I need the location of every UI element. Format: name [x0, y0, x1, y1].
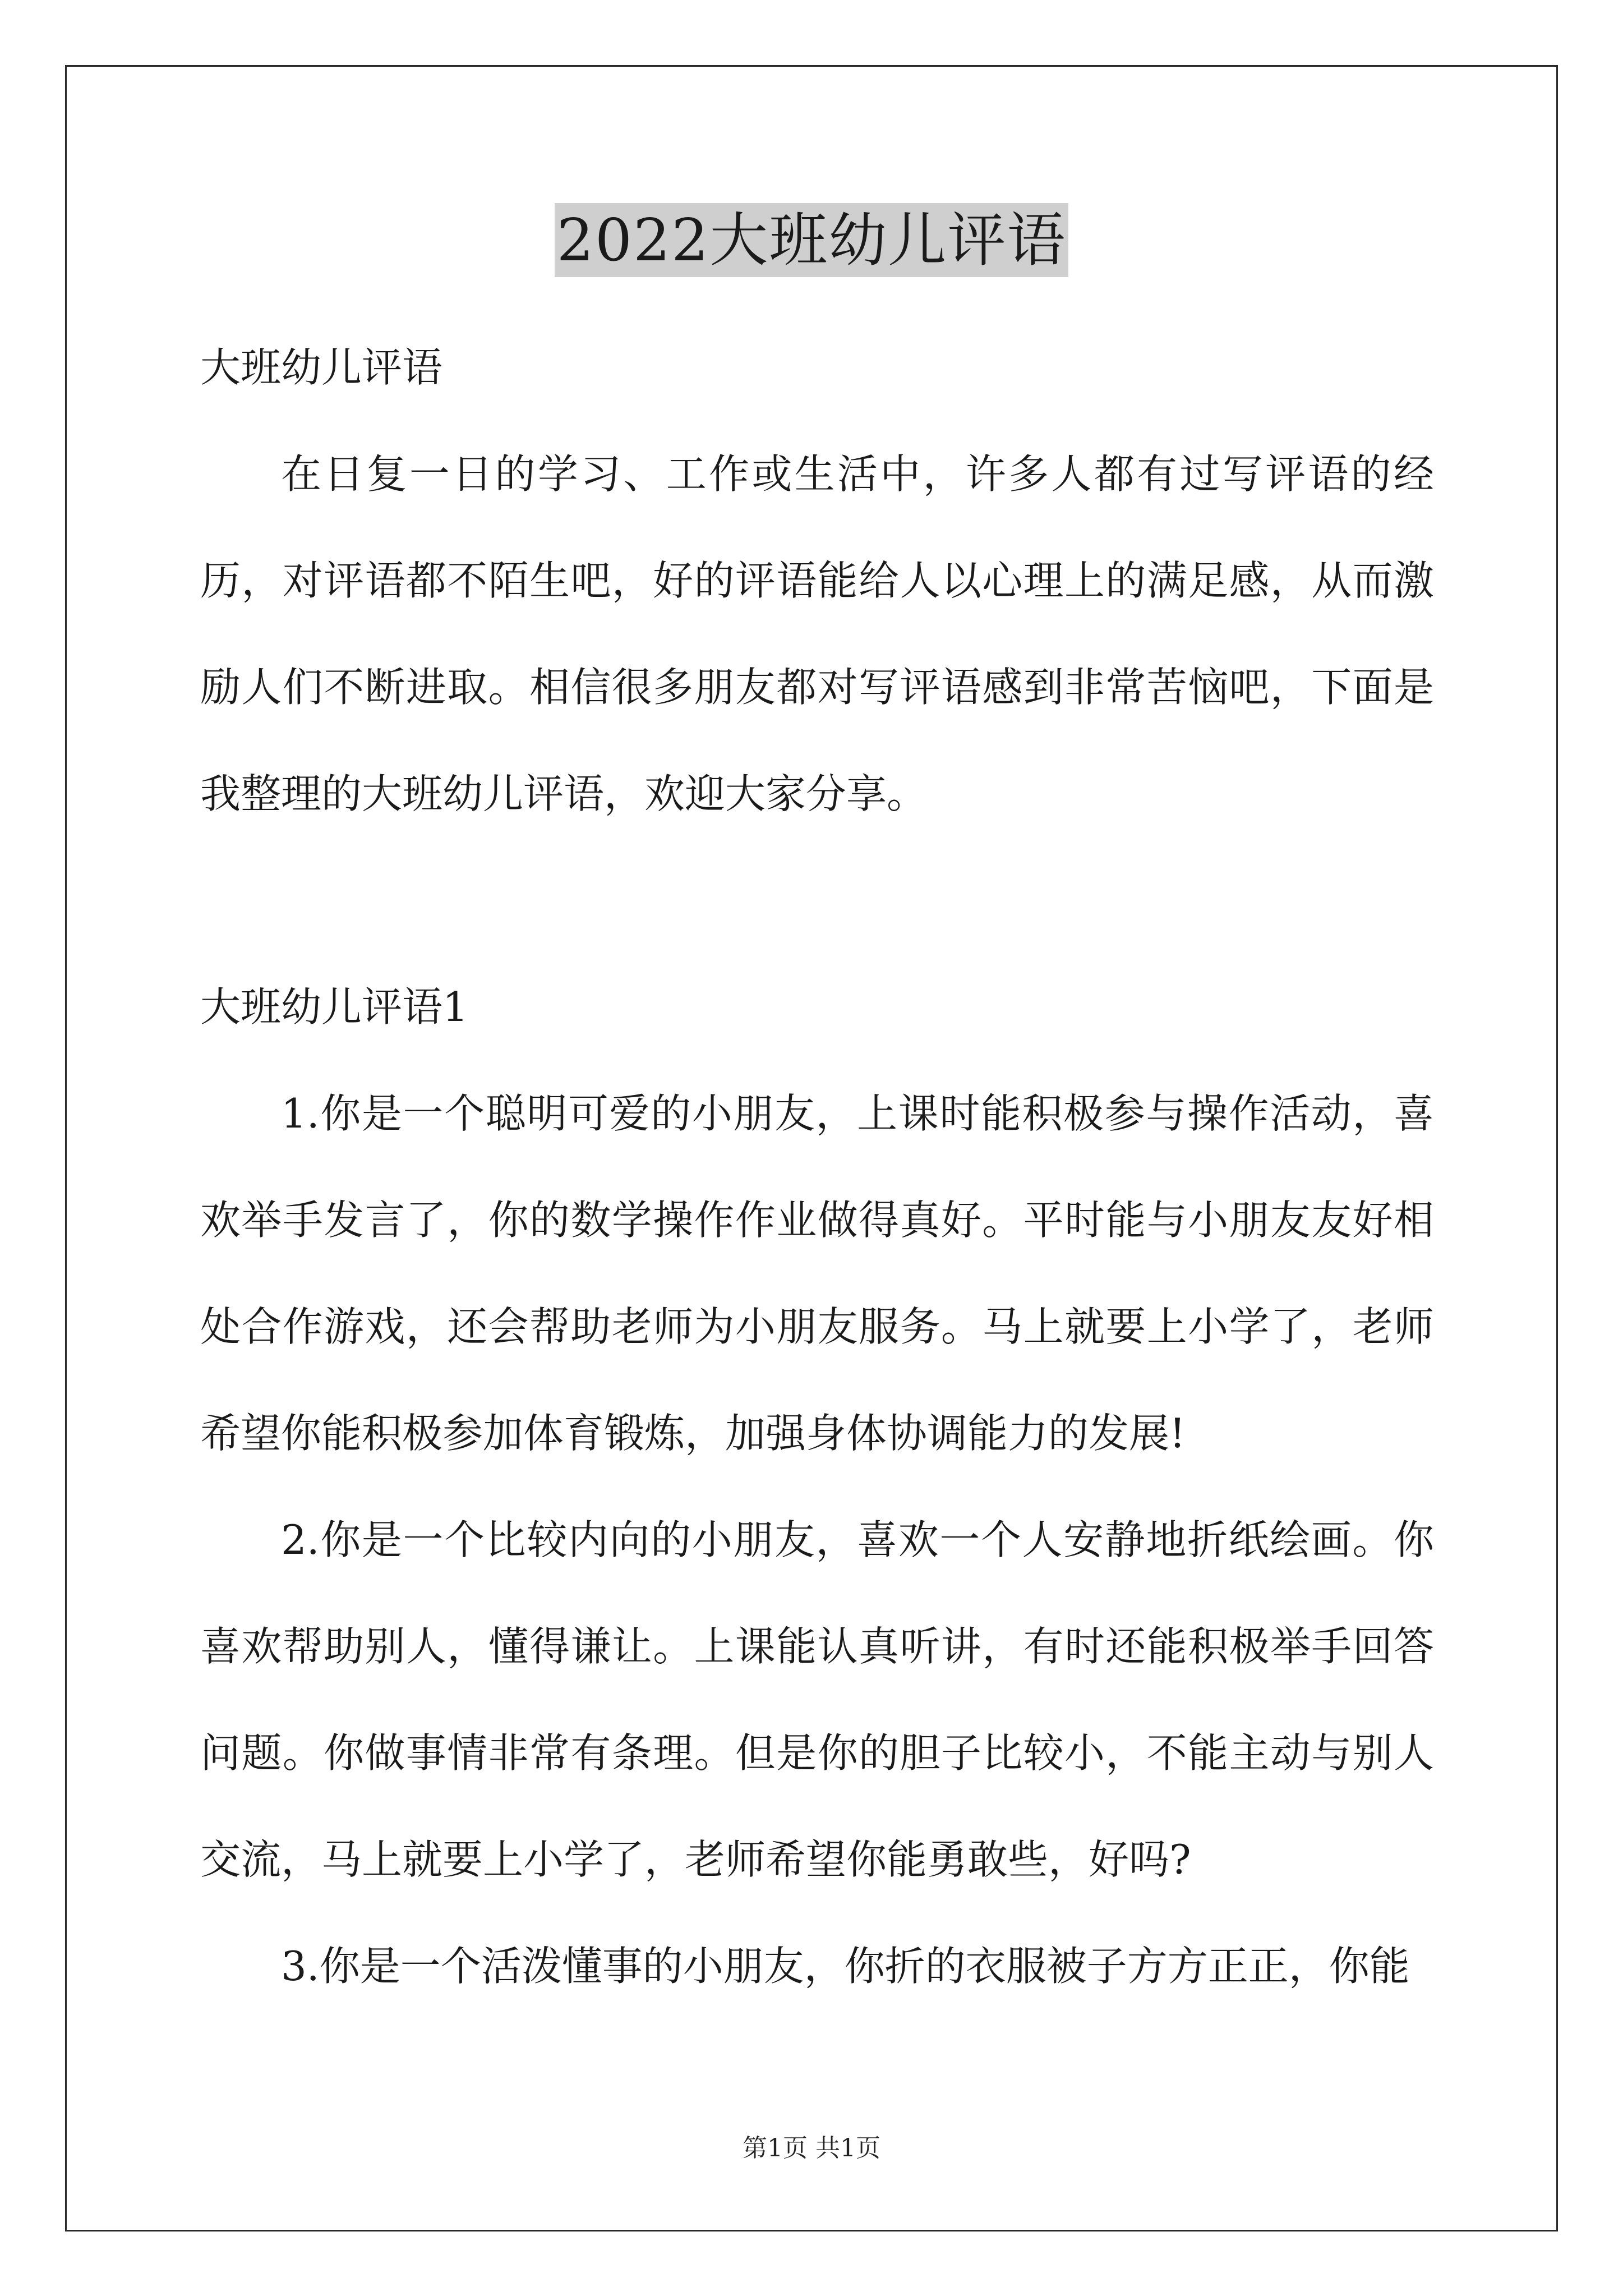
title-wrapper	[0, 203, 1623, 277]
comment-item-1: 1.你是一个聪明可爱的小朋友，上课时能积极参与操作活动，喜欢举手发言了，你的数学操作作业做得真好。平时能与小朋友友好相处合作游戏，还会帮助老师为小朋友服务。马上就要上小学了，老师希望你能积极参加体育锻炼，加强身体协调能力的发展!	[200, 1090, 1434, 1457]
paragraph-gap	[200, 847, 1434, 954]
page-footer: 第1页 共1页	[743, 2134, 880, 2162]
intro-paragraph: 在日复一日的学习、工作或生活中，许多人都有过写评语的经历，对评语都不陌生吧，好的评语能给人以心理上的满足感，从而激励人们不断进取。相信很多朋友都对写评语感到非常苦恼吧，下面是我整理的大班幼儿评语，欢迎大家分享。	[200, 450, 1434, 817]
subtitle: 大班幼儿评语	[200, 344, 443, 391]
section-heading: 大班幼儿评语1	[200, 983, 468, 1030]
comment-item-3: 3.你是一个活泼懂事的小朋友，你折的衣服被子方方正正，你能	[281, 1943, 1410, 1990]
comment-item-2: 2.你是一个比较内向的小朋友，喜欢一个人安静地折纸绘画。你喜欢帮助别人，懂得谦让。上课能认真听讲，有时还能积极举手回答问题。你做事情非常有条理。但是你的胆子比较小，不能主动与别人交流，马上就要上小学了，老师希望你能勇敢些，好吗?	[200, 1516, 1434, 1883]
document-body	[200, 314, 1434, 2019]
document-title: 2022大班幼儿评语	[555, 203, 1069, 277]
